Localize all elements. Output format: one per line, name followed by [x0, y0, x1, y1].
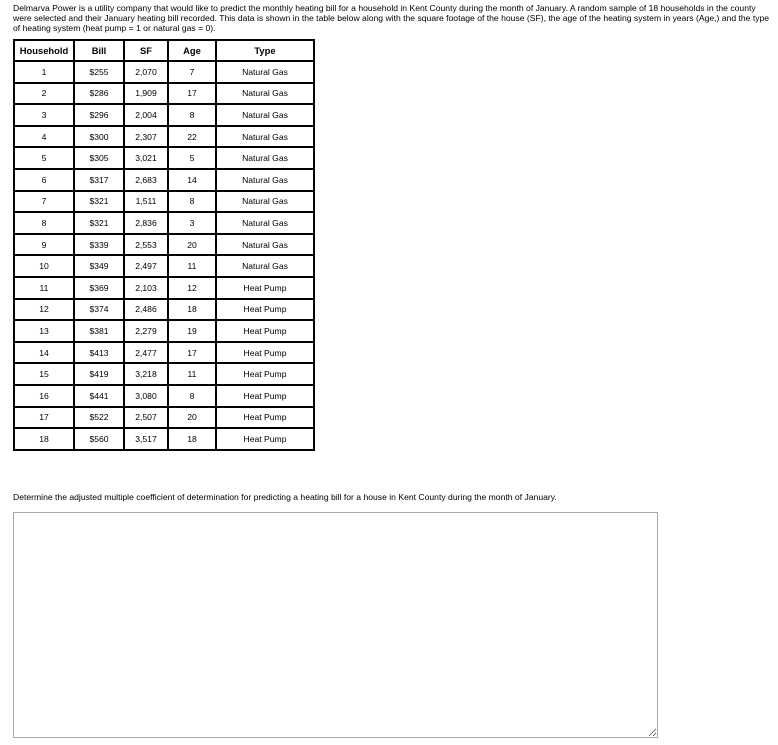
- header-bill: Bill: [74, 40, 124, 61]
- cell-type: Natural Gas: [216, 104, 314, 126]
- cell-type: Natural Gas: [216, 83, 314, 105]
- cell-sf: 2,683: [124, 169, 168, 191]
- cell-bill: $419: [74, 363, 124, 385]
- cell-bill: $321: [74, 212, 124, 234]
- cell-bill: $296: [74, 104, 124, 126]
- cell-bill: $339: [74, 234, 124, 256]
- cell-bill: $300: [74, 126, 124, 148]
- cell-sf: 2,103: [124, 277, 168, 299]
- cell-household: 2: [14, 83, 74, 105]
- cell-age: 11: [168, 363, 216, 385]
- cell-age: 20: [168, 407, 216, 429]
- cell-age: 17: [168, 342, 216, 364]
- cell-household: 3: [14, 104, 74, 126]
- cell-sf: 2,004: [124, 104, 168, 126]
- cell-age: 22: [168, 126, 216, 148]
- cell-age: 8: [168, 104, 216, 126]
- cell-type: Natural Gas: [216, 126, 314, 148]
- cell-bill: $413: [74, 342, 124, 364]
- table-row: [14, 147, 314, 169]
- cell-household: 4: [14, 126, 74, 148]
- cell-age: 18: [168, 428, 216, 450]
- table-row: [14, 407, 314, 429]
- cell-type: Heat Pump: [216, 407, 314, 429]
- table-row: [14, 126, 314, 148]
- cell-type: Heat Pump: [216, 320, 314, 342]
- cell-household: 14: [14, 342, 74, 364]
- table-header: [14, 40, 314, 61]
- cell-type: Natural Gas: [216, 212, 314, 234]
- cell-type: Natural Gas: [216, 255, 314, 277]
- question-text: Determine the adjusted multiple coefficient of determination for predicting a heating bill for a house in Kent County during the month of January.: [13, 492, 557, 502]
- cell-household: 18: [14, 428, 74, 450]
- answer-textarea[interactable]: [13, 512, 658, 738]
- table-body: [14, 61, 314, 450]
- table-row: [14, 191, 314, 213]
- cell-household: 10: [14, 255, 74, 277]
- header-sf: SF: [124, 40, 168, 61]
- table-row: [14, 385, 314, 407]
- table-row: [14, 212, 314, 234]
- cell-bill: $317: [74, 169, 124, 191]
- table-row: [14, 428, 314, 450]
- table-row: [14, 342, 314, 364]
- table-row: [14, 169, 314, 191]
- cell-age: 8: [168, 385, 216, 407]
- cell-sf: 3,517: [124, 428, 168, 450]
- cell-bill: $286: [74, 83, 124, 105]
- table-row: [14, 234, 314, 256]
- header-household: Household: [14, 40, 74, 61]
- cell-household: 17: [14, 407, 74, 429]
- cell-household: 13: [14, 320, 74, 342]
- cell-type: Heat Pump: [216, 277, 314, 299]
- cell-type: Natural Gas: [216, 234, 314, 256]
- table-row: [14, 104, 314, 126]
- table-row: [14, 255, 314, 277]
- cell-sf: 2,497: [124, 255, 168, 277]
- table-row: [14, 83, 314, 105]
- cell-sf: 2,477: [124, 342, 168, 364]
- cell-sf: 2,070: [124, 61, 168, 83]
- cell-bill: $349: [74, 255, 124, 277]
- cell-type: Heat Pump: [216, 363, 314, 385]
- cell-type: Natural Gas: [216, 169, 314, 191]
- cell-age: 7: [168, 61, 216, 83]
- cell-bill: $305: [74, 147, 124, 169]
- cell-sf: 2,507: [124, 407, 168, 429]
- cell-age: 14: [168, 169, 216, 191]
- header-type: Type: [216, 40, 314, 61]
- cell-household: 1: [14, 61, 74, 83]
- cell-sf: 2,279: [124, 320, 168, 342]
- table-row: [14, 277, 314, 299]
- cell-sf: 2,486: [124, 299, 168, 321]
- cell-age: 8: [168, 191, 216, 213]
- table-header-row: [14, 40, 314, 61]
- cell-type: Natural Gas: [216, 147, 314, 169]
- cell-type: Heat Pump: [216, 428, 314, 450]
- cell-age: 18: [168, 299, 216, 321]
- cell-bill: $255: [74, 61, 124, 83]
- cell-age: 17: [168, 83, 216, 105]
- table-row: [14, 320, 314, 342]
- cell-sf: 3,080: [124, 385, 168, 407]
- cell-bill: $374: [74, 299, 124, 321]
- cell-sf: 2,836: [124, 212, 168, 234]
- cell-age: 11: [168, 255, 216, 277]
- cell-age: 19: [168, 320, 216, 342]
- cell-household: 9: [14, 234, 74, 256]
- cell-household: 11: [14, 277, 74, 299]
- cell-type: Heat Pump: [216, 299, 314, 321]
- table-row: [14, 61, 314, 83]
- cell-household: 6: [14, 169, 74, 191]
- cell-household: 8: [14, 212, 74, 234]
- cell-bill: $369: [74, 277, 124, 299]
- table-row: [14, 299, 314, 321]
- cell-type: Heat Pump: [216, 385, 314, 407]
- problem-intro: Delmarva Power is a utility company that would like to predict the monthly heating bill for a household in Kent County during the month of January. A random sample of 18 households in the county were selected and their January heating bill recorded. This data is shown in the table below along with the square footage of the house (SF), the age of the heating system in years (Age,) and the type of heating system (heat pump = 1 or natural gas = 0).: [13, 3, 770, 33]
- cell-type: Natural Gas: [216, 191, 314, 213]
- cell-bill: $381: [74, 320, 124, 342]
- cell-age: 5: [168, 147, 216, 169]
- cell-household: 12: [14, 299, 74, 321]
- cell-household: 16: [14, 385, 74, 407]
- data-table: [13, 39, 315, 451]
- cell-sf: 3,218: [124, 363, 168, 385]
- cell-age: 20: [168, 234, 216, 256]
- table-row: [14, 363, 314, 385]
- cell-sf: 1,909: [124, 83, 168, 105]
- header-age: Age: [168, 40, 216, 61]
- cell-age: 12: [168, 277, 216, 299]
- cell-sf: 1,511: [124, 191, 168, 213]
- cell-sf: 2,307: [124, 126, 168, 148]
- cell-bill: $321: [74, 191, 124, 213]
- cell-type: Natural Gas: [216, 61, 314, 83]
- cell-bill: $441: [74, 385, 124, 407]
- cell-bill: $560: [74, 428, 124, 450]
- cell-household: 15: [14, 363, 74, 385]
- cell-bill: $522: [74, 407, 124, 429]
- cell-type: Heat Pump: [216, 342, 314, 364]
- cell-age: 3: [168, 212, 216, 234]
- cell-sf: 3,021: [124, 147, 168, 169]
- cell-sf: 2,553: [124, 234, 168, 256]
- cell-household: 7: [14, 191, 74, 213]
- cell-household: 5: [14, 147, 74, 169]
